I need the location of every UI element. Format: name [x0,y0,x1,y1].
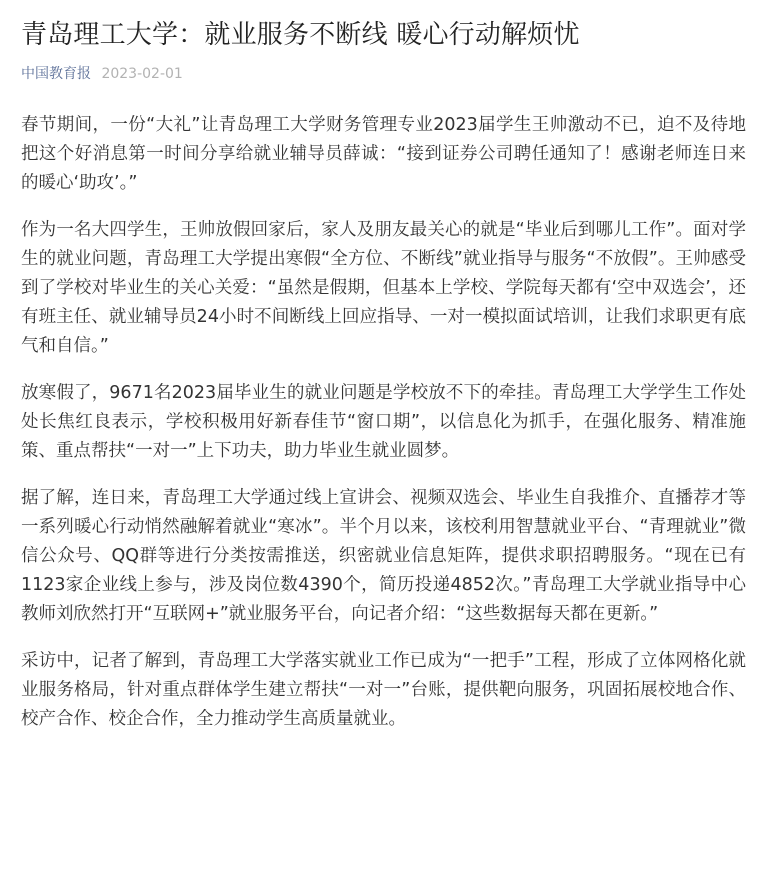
publish-date: 2023-02-01 [101,66,183,82]
paragraph: 春节期间，一份“大礼”让青岛理工大学财务管理专业2023届学生王帅激动不已，迫不及待地把这个好消息第一时间分享给就业辅导员薛诚：“接到证券公司聘任通知了！感谢老师连日来的暖心‘助攻’。” [21,115,746,193]
paragraph: 放寒假了，9671名2023届毕业生的就业问题是学校放不下的牵挂。青岛理工大学学生工作处处长焦红良表示，学校积极用好新春佳节“窗口期”，以信息化为抓手，在强化服务、精准施策、重点帮扶“一对一”上下功夫，助力毕业生就业圆梦。 [21,383,746,461]
paragraph: 采访中，记者了解到，青岛理工大学落实就业工作已成为“一把手”工程，形成了立体网格化就业服务格局，针对重点群体学生建立帮扶“一对一”台账，提供靶向服务，巩固拓展校地合作、校产合作、校企合作，全力推动学生高质量就业。 [21,651,746,729]
article-title: 青岛理工大学：就业服务不断线 暖心行动解烦忧 [21,20,580,50]
article-body [21,111,746,734]
source-link[interactable]: 中国教育报 [21,66,91,82]
paragraph: 据了解，连日来，青岛理工大学通过线上宣讲会、视频双选会、毕业生自我推介、直播荐才等一系列暖心行动悄然融解着就业“寒冰”。半个月以来，该校利用智慧就业平台、“青理就业”微信公众号、QQ群等进行分类按需推送，织密就业信息矩阵，提供求职招聘服务。“现在已有1123家企业线上参与，涉及岗位数4390个，简历投递4852次。”青岛理工大学就业指导中心教师刘欣然打开“互联网+”就业服务平台，向记者介绍：“这些数据每天都在更新。” [21,488,746,624]
article-meta [21,64,746,84]
paragraph: 作为一名大四学生，王帅放假回家后，家人及朋友最关心的就是“毕业后到哪儿工作”。面对学生的就业问题，青岛理工大学提出寒假“全方位、不断线”就业指导与服务“不放假”。王帅感受到了学校对毕业生的关心关爱：“虽然是假期，但基本上学校、学院每天都有‘空中双选会’，还有班主任、就业辅导员24小时不间断线上回应指导、一对一模拟面试培训，让我们求职更有底气和自信。” [21,220,746,356]
